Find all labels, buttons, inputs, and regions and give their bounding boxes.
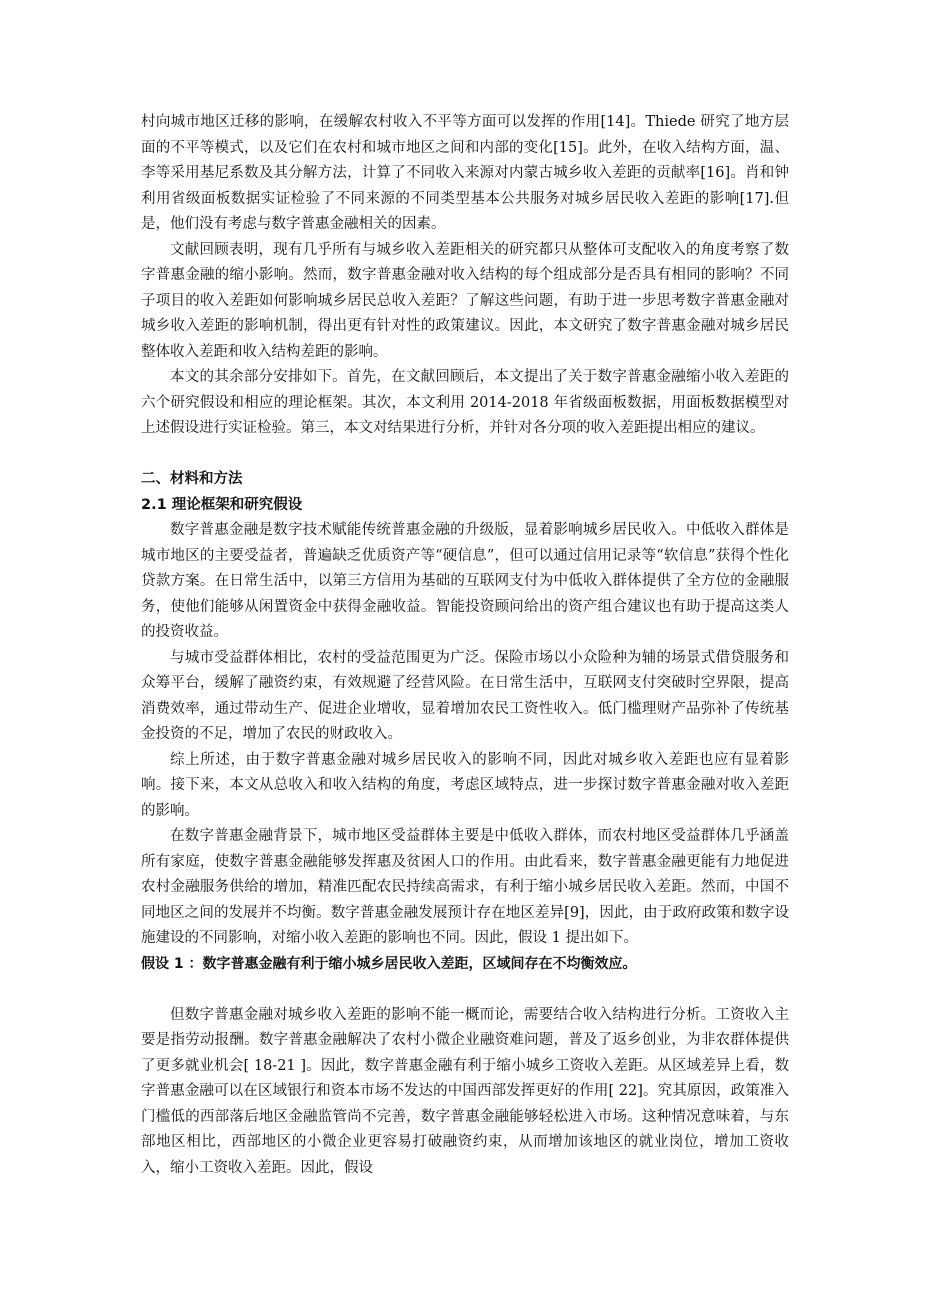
paragraph-rural-beneficiaries: 与城市受益群体相比，农村的受益范围更为广泛。保险市场以小众险种为辅的场景式借贷服务和众筹平台，缓解了融资约束，有效规避了经营风险。在日常生活中，互联网支付突破时空界限，提高消费效率，通过带动生产、促进企业增收，显着增加农民工资性收入。低门槛理财产品弥补了传统基金投资的不足，增加了农民的财政收入。	[141, 649, 789, 742]
subsection-heading-framework: 2.1 理论框架和研究假设	[141, 496, 303, 513]
paragraph-paper-structure: 本文的其余部分安排如下。首先，在文献回顾后，本文提出了关于数字普惠金融缩小收入差距的六个研究假设和相应的理论框架。其次，本文利用 2014-2018 年省级面板数据，用面板数据模型对上述假设进行实证检验。第三，本文对结果进行分析，并针对各分项的收入差距提出相应的建议。	[141, 369, 789, 436]
section-heading-materials-methods: 二、材料和方法	[141, 471, 243, 487]
blank-line	[141, 977, 789, 1003]
paragraph-summary: 综上所述，由于数字普惠金融对城乡居民收入的影响不同，因此对城乡收入差距也应有显着影响。接下来，本文从总收入和收入结构的角度，考虑区域特点，进一步探讨数字普惠金融对收入差距的影响。	[141, 751, 789, 819]
document-page	[141, 110, 789, 1181]
blank-line	[141, 442, 789, 468]
paragraph-regional-difference: 在数字普惠金融背景下，城市地区受益群体主要是中低收入群体，而农村地区受益群体几乎涵盖所有家庭，使数字普惠金融能够发挥惠及贫困人口的作用。由此看来，数字普惠金融更能有力地促进农村金融服务供给的增加，精准匹配农民持续高需求，有利于缩小城乡居民收入差距。然而，中国不同地区之间的发展并不均衡。数字普惠金融发展预计存在地区差异[9]，因此，由于政府政策和数字设施建设的不同影响，对缩小收入差距的影响也不同。因此，假设 1 提出如下。	[141, 828, 789, 946]
paragraph-wage-income: 但数字普惠金融对城乡收入差距的影响不能一概而论，需要结合收入结构进行分析。工资收入主要是指劳动报酬。数字普惠金融解决了农村小微企业融资难问题，普及了返乡创业，为非农群体提供了更多就业机会[ 18-21 ]。因此，数字普惠金融有利于缩小城乡工资收入差距。从区域差异上看，数字普惠金融可以在区域银行和资本市场不发达的中国西部发挥更好的作用[ 22]。究其原因，政策准入门槛低的西部落后地区金融监管尚不完善，数字普惠金融能够轻松进入市场。这种情况意味着，与东部地区相比，西部地区的小微企业更容易打破融资约束，从而增加该地区的就业岗位，增加工资收入，缩小工资收入差距。因此，假设	[141, 1006, 789, 1176]
paragraph-urban-beneficiaries: 数字普惠金融是数字技术赋能传统普惠金融的升级版，显着影响城乡居民收入。中低收入群体是城市地区的主要受益者，普遍缺乏优质资产等“硬信息”，但可以通过信用记录等“软信息”获得个性化贷款方案。在日常生活中，以第三方信用为基础的互联网支付为中低收入群体提供了全方位的金融服务，使他们能够从闲置资金中获得金融收益。智能投资顾问给出的资产组合建议也有助于提高这类人的投资收益。	[141, 522, 789, 640]
paragraph-literature-continued: 村向城市地区迁移的影响，在缓解农村收入不平等方面可以发挥的作用[14]。Thiede 研究了地方层面的不平等模式，以及它们在农村和城市地区之间和内部的变化[15]。此外，在收入结构方面，温、李等采用基尼系数及其分解方法，计算了不同收入来源对内蒙古城乡收入差距的贡献率[16]。肖和钟利用省级面板数据实证检验了不同来源的不同类型基本公共服务对城乡居民收入差距的影响[17].但是，他们没有考虑与数字普惠金融相关的因素。	[141, 114, 789, 232]
hypothesis-1: 假设 1 ：数字普惠金融有利于缩小城乡居民收入差距，区域间存在不均衡效应。	[141, 955, 637, 972]
paragraph-literature-review-summary: 文献回顾表明，现有几乎所有与城乡收入差距相关的研究都只从整体可支配收入的角度考察了数字普惠金融的缩小影响。然而，数字普惠金融对收入结构的每个组成部分是否具有相同的影响？不同子项目的收入差距如何影响城乡居民总收入差距？了解这些问题，有助于进一步思考数字普惠金融对城乡收入差距的影响机制，得出更有针对性的政策建议。因此，本文研究了数字普惠金融对城乡居民整体收入差距和收入结构差距的影响。	[141, 241, 789, 360]
